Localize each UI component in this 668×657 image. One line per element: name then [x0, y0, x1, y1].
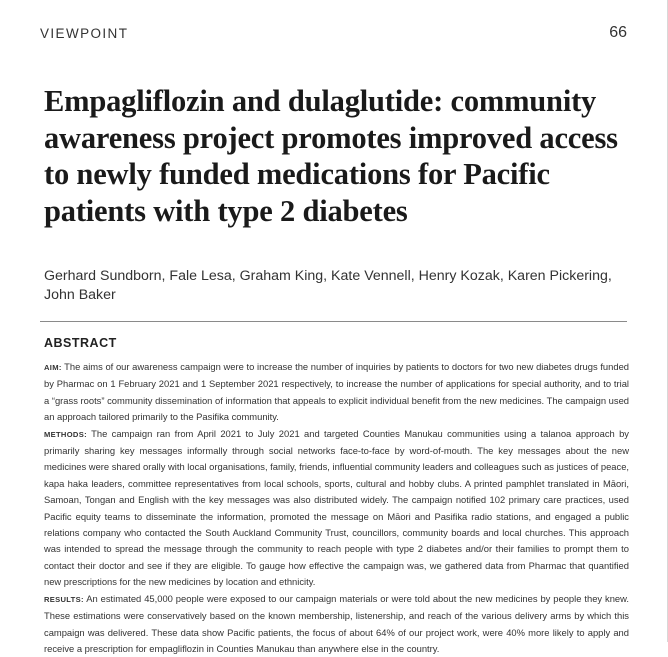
- abstract-results: [44, 591, 629, 657]
- abstract-methods: [44, 426, 629, 591]
- methods-label: METHODS:: [44, 429, 87, 439]
- section-label: VIEWPOINT: [40, 26, 129, 41]
- aim-text: The aims of our awareness campaign were to increase the number of inquiries by patients to doctors for two new diabetes drugs funded by Pharmac on 1 February 2021 and 1 September 2021 respectively, to increase the number of applications for special authority, and to trial a “grass roots” community dissemination of information that appeals to explicit individual benefit from the new medicines. The campaign used an approach tailored primarily to the Pasifika community.: [44, 361, 629, 423]
- results-label: RESULTS:: [44, 594, 84, 604]
- aim-label: AIM:: [44, 363, 62, 372]
- abstract-aim: [44, 359, 629, 426]
- abstract-heading: ABSTRACT: [44, 336, 117, 350]
- page-number: 66: [609, 24, 627, 41]
- results-text: An estimated 45,000 people were exposed to our campaign materials or were told about the new medicines by people they knew. These estimations were conservatively based on the known membership, listenership, and reach of the various delivery arms by which this campaign was delivered. These data show Pacific patients, the focus of about 64% of our project work, were 40% more likely to apply and receive a prescription for empagliflozin in Counties Manukau than anywhere else in the country.: [44, 592, 629, 654]
- author-list: Gerhard Sundborn, Fale Lesa, Graham King, Kate Vennell, Henry Kozak, Karen Pickering, John Baker: [44, 268, 612, 303]
- methods-text: The campaign ran from April 2021 to July 2021 and targeted Counties Manukau communities using a talanoa approach by primarily sharing key messages informally through social networks face-to-face by word-of-mouth. The key messages about the new medicines were shared orally with local organisations, family, friends, influential community leaders and colleagues such as justices of peace, kapa haka leaders, committee representatives from local schools, sports, cultural and hobby clubs. A printed pamphlet translated in Māori, Samoan, Tongan and English with the key messages was also distributed widely. The campaign notified 102 primary care practices, used Pacific equity teams to disseminate the information, promoted the message on Māori and Pasifika radio stations, and engaged a public relations company who contacted the South Auckland Community Trust, councillors, community boards and local churches. This approach was intended to spread the message through the community to reach people with type 2 diabetes and/or their families to prompt them to contact their doctor and see if they are eligible. To gauge how effective the campaign was, we gathered data from Pharmac that quantified new prescriptions for the new medicines by location and ethnicity.: [44, 427, 630, 588]
- section-divider: [40, 321, 627, 322]
- abstract-body: [44, 359, 629, 657]
- article-title: Empagliflozin and dulaglutide: community awareness project promotes improved access to newly funded medications for Pacific patients with type 2 diabetes: [44, 84, 618, 228]
